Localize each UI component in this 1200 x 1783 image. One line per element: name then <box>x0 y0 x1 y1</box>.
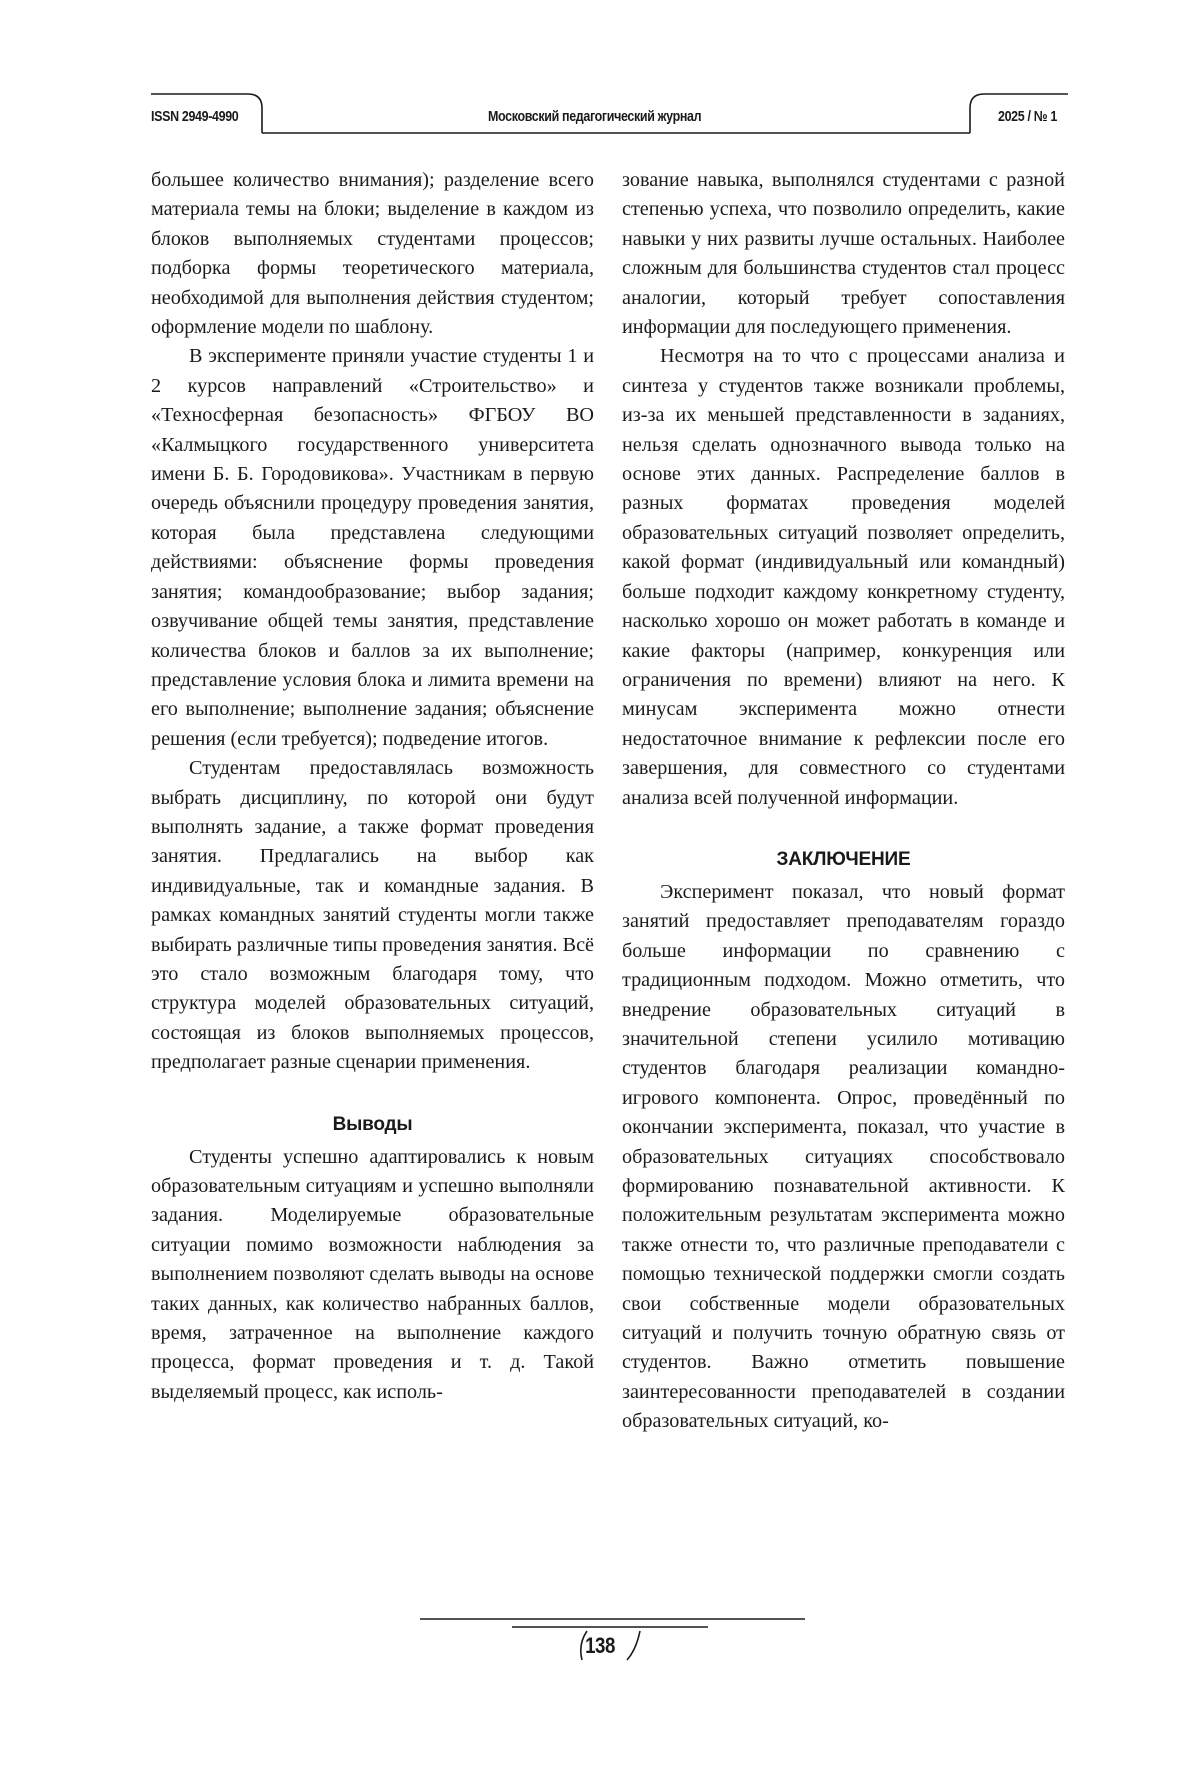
page-footer <box>0 1600 1200 1680</box>
paragraph: большее количество внимания); разделение всего материала темы на блоки; выделение в каждом из блоков выполняемых студентами процессов; подборка формы теоретического материала, необходимой для выполнения действия студентом; оформление модели по шаблону. <box>151 169 594 339</box>
paragraph: Несмотря на то что с процессами анализа и синтеза у студентов также возникали проблемы, из-за их меньшей представленности в заданиях, нельзя сделать однозначного вывода только на основе этих данных. Распределение баллов в разных форматах проведения моделей образовательных ситуаций позволяет определить, какой формат (индивидуальный или командный) больше подходит каждому конкретному студенту, насколько хорошо он может работать в команде и какие факторы (например, конкуренция или ограничения по времени) влияют на него. К минусам эксперимента можно отнести недостаточное внимание к рефлексии после его завершения, для совместного со студентами анализа всей полученной информации. <box>622 345 1065 809</box>
page-header <box>0 0 1200 150</box>
issn-label: ISSN 2949-4990 <box>151 109 239 125</box>
paragraph: зование навыка, выполнялся студентами с разной степенью успеха, что позволило определить, какие навыки у них развиты лучше остальных. Наиболее сложным для большинства студентов стал процесс аналогии, который требует сопоставления информации для последующего применения. <box>622 169 1065 339</box>
issue-label: 2025 / № 1 <box>998 109 1058 125</box>
left-column <box>151 166 594 1407</box>
journal-title: Московский педагогический журнал <box>488 109 702 125</box>
paragraph: В эксперименте приняли участие студенты 1 и 2 курсов направлений «Строительство» и «Техносферная безопасность» ФГБОУ ВО «Калмыцкого государственного университета имени Б. Б. Городовикова». Участникам в первую очередь объяснили процедуру проведения занятия, которая была представлена следующими действиями: объяснение формы проведения занятия; командообразование; выбор задания; озвучивание общей темы занятия, представление количества блоков и баллов за их выполнение; представление условия блока и лимита времени на его выполнение; выполнение задания; объяснение решения (если требуется); подведение итогов. <box>151 345 594 750</box>
paragraph: Студенты успешно адаптировались к новым образовательным ситуациям и успешно выполняли задания. Моделируемые образовательные ситуации помимо возможности наблюдения за выполнением позволяют сделать выводы на основе таких данных, как количество набранных баллов, время, затраченное на выполнение каждого процесса, формат проведения и т. д. Такой выделяемый процесс, как исполь- <box>151 1145 594 1403</box>
page-number: 138 <box>585 1633 615 1658</box>
section-heading-conclusions: Выводы <box>332 1113 413 1135</box>
right-column <box>622 166 1065 1437</box>
section-heading-summary: ЗАКЛЮЧЕНИЕ <box>776 848 911 870</box>
paragraph: Студентам предоставлялась возможность выбрать дисциплину, по которой они будут выполнять задание, а также формат проведения занятия. Предлагались на выбор как индивидуальные, так и командные задания. В рамках командных занятий студенты могли также выбирать различные типы проведения занятия. Всё это стало возможным благодаря тому, что структура моделей образовательных ситуаций, состоящая из блоков выполняемых процессов, предполагает разные сценарии применения. <box>151 757 594 1074</box>
header-rule <box>0 0 1200 150</box>
paragraph: Эксперимент показал, что новый формат занятий предоставляет преподавателям гораздо больше информации по сравнению с традиционным подходом. Можно отметить, что внедрение образовательных ситуаций в значительной степени усилило мотивацию студентов благодаря реализации командно-игрового компонента. Опрос, проведённый по окончании эксперимента, показал, что участие в образовательных ситуациях способствовало формированию познавательной активности. К положительным результатам эксперимента можно также отнести то, что различные преподаватели с помощью технической поддержки смогли создать свои собственные модели образовательных ситуаций и получить точную обратную связь от студентов. Важно отметить повышение заинтересованности преподавателей в создании образовательных ситуаций, ко- <box>622 880 1065 1433</box>
